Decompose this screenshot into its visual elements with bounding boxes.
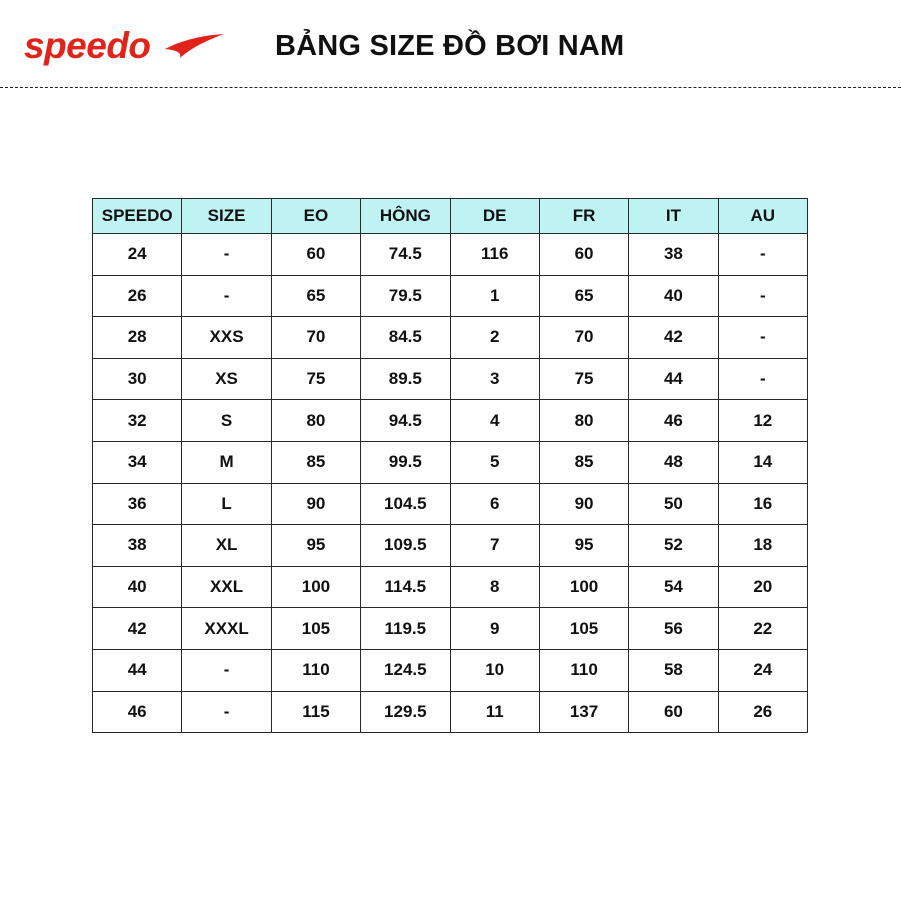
table-cell: 6 — [450, 483, 539, 525]
table-cell: 28 — [93, 317, 182, 359]
table-cell: 4 — [450, 400, 539, 442]
table-cell: - — [182, 234, 271, 276]
table-cell: 84.5 — [361, 317, 450, 359]
table-row — [93, 608, 808, 650]
table-cell: 56 — [629, 608, 718, 650]
table-cell: - — [182, 275, 271, 317]
table-cell: 24 — [718, 649, 807, 691]
table-cell: M — [182, 441, 271, 483]
table-row — [93, 317, 808, 359]
table-cell: - — [718, 358, 807, 400]
table-header-row — [93, 199, 808, 234]
table-cell: - — [182, 691, 271, 733]
table-cell: 94.5 — [361, 400, 450, 442]
speedo-logo — [22, 24, 227, 74]
table-cell: 18 — [718, 525, 807, 567]
table-cell: 46 — [93, 691, 182, 733]
column-header: HÔNG — [361, 199, 450, 234]
column-header: AU — [718, 199, 807, 234]
table-row — [93, 275, 808, 317]
table-cell: 116 — [450, 234, 539, 276]
table-cell: 119.5 — [361, 608, 450, 650]
table-cell: 95 — [271, 525, 360, 567]
table-cell: 114.5 — [361, 566, 450, 608]
table-cell: XL — [182, 525, 271, 567]
table-cell: 32 — [93, 400, 182, 442]
logo-wordmark: speedo — [24, 25, 151, 66]
table-cell: 110 — [539, 649, 628, 691]
table-cell: 44 — [629, 358, 718, 400]
table-cell: 40 — [93, 566, 182, 608]
table-row — [93, 525, 808, 567]
table-cell: - — [718, 234, 807, 276]
table-cell: 90 — [539, 483, 628, 525]
table-cell: 109.5 — [361, 525, 450, 567]
table-cell: XXXL — [182, 608, 271, 650]
table-cell: 70 — [271, 317, 360, 359]
table-cell: S — [182, 400, 271, 442]
table-cell: 42 — [629, 317, 718, 359]
column-header: IT — [629, 199, 718, 234]
table-row — [93, 441, 808, 483]
table-row — [93, 358, 808, 400]
table-cell: 104.5 — [361, 483, 450, 525]
table-cell: 9 — [450, 608, 539, 650]
table-cell: XXL — [182, 566, 271, 608]
table-cell: 74.5 — [361, 234, 450, 276]
table-cell: - — [182, 649, 271, 691]
table-cell: 137 — [539, 691, 628, 733]
table-cell: 12 — [718, 400, 807, 442]
table-cell: 26 — [718, 691, 807, 733]
page-title: BẢNG SIZE ĐỒ BƠI NAM — [275, 30, 625, 62]
table-cell: 65 — [539, 275, 628, 317]
table-cell: 40 — [629, 275, 718, 317]
table-cell: 11 — [450, 691, 539, 733]
table-cell: 70 — [539, 317, 628, 359]
table-cell: 10 — [450, 649, 539, 691]
table-row — [93, 483, 808, 525]
table-cell: 75 — [271, 358, 360, 400]
table-cell: 22 — [718, 608, 807, 650]
table-cell: 129.5 — [361, 691, 450, 733]
table-cell: 16 — [718, 483, 807, 525]
table-cell: 2 — [450, 317, 539, 359]
table-cell: 24 — [93, 234, 182, 276]
table-cell: 80 — [539, 400, 628, 442]
table-cell: 14 — [718, 441, 807, 483]
table-cell: 80 — [271, 400, 360, 442]
table-cell: 5 — [450, 441, 539, 483]
table-cell: 85 — [539, 441, 628, 483]
table-cell: 79.5 — [361, 275, 450, 317]
column-header: EO — [271, 199, 360, 234]
table-cell: 36 — [93, 483, 182, 525]
table-cell: 60 — [539, 234, 628, 276]
table-cell: 20 — [718, 566, 807, 608]
table-cell: XS — [182, 358, 271, 400]
table-cell: 7 — [450, 525, 539, 567]
table-cell: 58 — [629, 649, 718, 691]
table-cell: 95 — [539, 525, 628, 567]
table-cell: 42 — [93, 608, 182, 650]
speedo-boomerang-icon — [165, 34, 224, 58]
table-cell: 50 — [629, 483, 718, 525]
table-cell: 3 — [450, 358, 539, 400]
table-cell: 46 — [629, 400, 718, 442]
table-cell: 89.5 — [361, 358, 450, 400]
table-cell: - — [718, 275, 807, 317]
table-cell: L — [182, 483, 271, 525]
table-cell: 90 — [271, 483, 360, 525]
table-cell: 100 — [271, 566, 360, 608]
table-row — [93, 566, 808, 608]
table-cell: 8 — [450, 566, 539, 608]
table-cell: 38 — [629, 234, 718, 276]
table-row — [93, 234, 808, 276]
table-cell: 105 — [271, 608, 360, 650]
table-cell: 105 — [539, 608, 628, 650]
column-header: FR — [539, 199, 628, 234]
table-cell: 110 — [271, 649, 360, 691]
table-cell: 44 — [93, 649, 182, 691]
table-row — [93, 400, 808, 442]
table-cell: 60 — [271, 234, 360, 276]
table-cell: 99.5 — [361, 441, 450, 483]
table-cell: 60 — [629, 691, 718, 733]
table-cell: 48 — [629, 441, 718, 483]
table-cell: XXS — [182, 317, 271, 359]
table-cell: 52 — [629, 525, 718, 567]
table-cell: 1 — [450, 275, 539, 317]
column-header: SPEEDO — [93, 199, 182, 234]
table-cell: 100 — [539, 566, 628, 608]
table-cell: 30 — [93, 358, 182, 400]
table-cell: 65 — [271, 275, 360, 317]
table-cell: 54 — [629, 566, 718, 608]
table-cell: - — [718, 317, 807, 359]
table-cell: 26 — [93, 275, 182, 317]
table-cell: 34 — [93, 441, 182, 483]
dashed-divider — [0, 87, 901, 88]
table-body — [93, 234, 808, 733]
table-cell: 85 — [271, 441, 360, 483]
table-cell: 124.5 — [361, 649, 450, 691]
table-cell: 38 — [93, 525, 182, 567]
table-cell: 75 — [539, 358, 628, 400]
column-header: SIZE — [182, 199, 271, 234]
size-chart-table — [92, 198, 808, 733]
table-row — [93, 649, 808, 691]
column-header: DE — [450, 199, 539, 234]
table-row — [93, 691, 808, 733]
table-cell: 115 — [271, 691, 360, 733]
